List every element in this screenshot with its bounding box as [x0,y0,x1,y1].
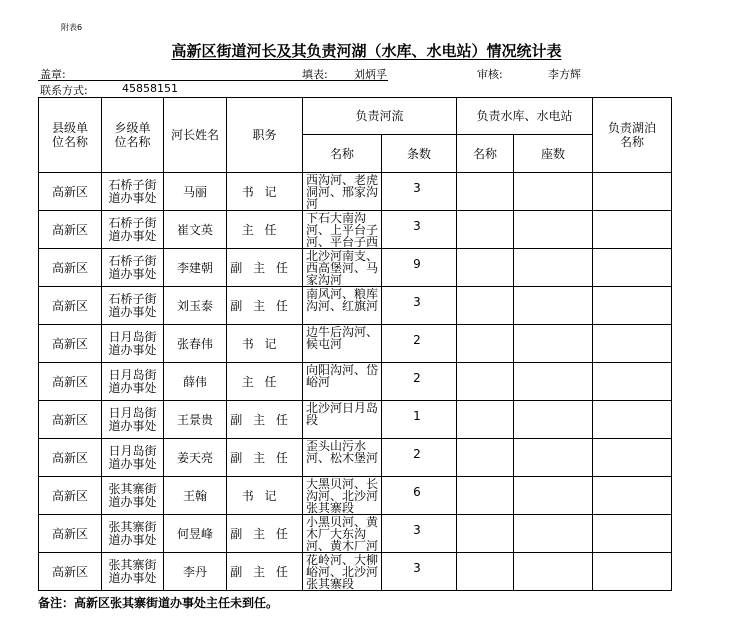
chief-name-cell: 李丹 [164,553,227,591]
reservoir-count-cell [514,553,593,591]
river-count-cell: 1 [382,401,457,439]
chief-name-cell: 马丽 [164,173,227,211]
lake-name-cell [593,401,672,439]
reservoir-count-cell [514,363,593,401]
county-cell: 高新区 [39,249,102,287]
reviewer-label: 审核: [477,68,503,81]
river-count-cell: 6 [382,477,457,515]
river-names-cell: 小黑贝河、黄木厂大东沟河、黄木厂河 [303,515,382,553]
river-count-cell: 2 [382,325,457,363]
page-title: 高新区街道河长及其负责河湖（水库、水电站）情况统计表 [171,42,562,60]
river-count-cell: 2 [382,363,457,401]
position-cell: 副主任 [227,439,303,477]
county-cell: 高新区 [39,401,102,439]
reservoir-count-cell [514,515,593,553]
header-position: 职务 [227,98,303,173]
table-row [39,477,672,515]
position-cell: 书记 [227,325,303,363]
county-cell: 高新区 [39,553,102,591]
reservoir-count-cell [514,325,593,363]
chief-name-cell: 李建朝 [164,249,227,287]
river-count-cell: 9 [382,249,457,287]
seal-label: 盖章: [40,68,66,81]
river-names-cell: 南风河、粮库沟河、红旗河 [303,287,382,325]
river-names-cell: 下石大南沟河、上平台子河、平台子西 [303,211,382,249]
position-cell: 书记 [227,173,303,211]
lake-name-cell [593,173,672,211]
lake-name-cell [593,325,672,363]
river-names-cell: 向阳沟河、岱峪河 [303,363,382,401]
position-cell: 副主任 [227,401,303,439]
reservoir-count-cell [514,477,593,515]
chief-name-cell: 刘玉泰 [164,287,227,325]
river-count-cell: 3 [382,515,457,553]
lake-name-cell [593,363,672,401]
reservoir-name-cell [457,173,514,211]
lake-name-cell [593,553,672,591]
reservoir-name-cell [457,439,514,477]
county-cell: 高新区 [39,363,102,401]
reservoir-name-cell [457,325,514,363]
reservoir-count-cell [514,211,593,249]
reservoir-count-cell [514,173,593,211]
position-cell: 副主任 [227,287,303,325]
position-cell: 主任 [227,211,303,249]
township-cell: 石桥子街道办事处 [102,249,164,287]
river-names-cell: 花岭河、大柳峪河、北沙河张其寨段 [303,553,382,591]
table-row [39,249,672,287]
reservoir-name-cell [457,477,514,515]
lake-name-cell [593,439,672,477]
contact-label: 联系方式: [40,84,88,97]
township-cell: 石桥子街道办事处 [102,287,164,325]
chief-name-cell: 姜天亮 [164,439,227,477]
reservoir-name-cell [457,401,514,439]
county-cell: 高新区 [39,173,102,211]
table-row [39,401,672,439]
reservoir-name-cell [457,553,514,591]
river-count-cell: 2 [382,439,457,477]
lake-name-cell [593,515,672,553]
river-names-cell: 边牛后沟河、候屯河 [303,325,382,363]
reservoir-name-cell [457,249,514,287]
lake-name-cell [593,287,672,325]
lake-name-cell [593,211,672,249]
position-cell: 主任 [227,363,303,401]
position-cell: 副主任 [227,553,303,591]
chief-name-cell: 王翰 [164,477,227,515]
county-cell: 高新区 [39,477,102,515]
table-row [39,211,672,249]
reservoir-count-cell [514,439,593,477]
position-cell: 副主任 [227,249,303,287]
position-cell: 书记 [227,477,303,515]
table-row [39,287,672,325]
table-row [39,325,672,363]
river-count-cell: 3 [382,173,457,211]
header-river-count: 条数 [382,135,457,173]
river-count-cell: 3 [382,553,457,591]
township-cell: 张其寨街道办事处 [102,515,164,553]
table-row [39,439,672,477]
river-names-cell: 北沙河南支、西高堡河、马家沟河 [303,249,382,287]
township-cell: 张其寨街道办事处 [102,477,164,515]
filler-name: 刘炳孚 [354,68,387,81]
header-reservoir-count: 座数 [514,135,593,173]
statistics-table [38,97,672,591]
river-names-cell: 西沟河、老虎洞河、邢家沟河 [303,173,382,211]
river-names-cell: 北沙河日月岛段 [303,401,382,439]
reservoir-name-cell [457,363,514,401]
river-count-cell: 3 [382,287,457,325]
township-cell: 石桥子街道办事处 [102,211,164,249]
township-cell: 日月岛街道办事处 [102,363,164,401]
county-cell: 高新区 [39,515,102,553]
position-cell: 副主任 [227,515,303,553]
chief-name-cell: 王景贵 [164,401,227,439]
lake-name-cell [593,249,672,287]
county-cell: 高新区 [39,439,102,477]
reservoir-name-cell [457,211,514,249]
filler-label: 填表: [302,68,328,81]
seal-underline [38,80,388,81]
reservoir-name-cell [457,287,514,325]
reservoir-count-cell [514,287,593,325]
river-names-cell: 大黑贝河、长沟河、北沙河张其寨段 [303,477,382,515]
table-row [39,173,672,211]
river-count-cell: 3 [382,211,457,249]
table-row [39,515,672,553]
county-cell: 高新区 [39,211,102,249]
chief-name-cell: 张春伟 [164,325,227,363]
reviewer-name: 李方辉 [548,68,581,81]
reservoir-count-cell [514,249,593,287]
township-cell: 日月岛街道办事处 [102,401,164,439]
township-cell: 日月岛街道办事处 [102,439,164,477]
header-county: 县级单位名称 [39,98,102,173]
chief-name-cell: 崔文英 [164,211,227,249]
chief-name-cell: 何昱峰 [164,515,227,553]
chief-name-cell: 薛伟 [164,363,227,401]
header-reservoir-name: 名称 [457,135,514,173]
header-township: 乡级单位名称 [102,98,164,173]
county-cell: 高新区 [39,287,102,325]
header-chief-name: 河长姓名 [164,98,227,173]
county-cell: 高新区 [39,325,102,363]
footnote: 备注：高新区张其寨街道办事处主任未到任。 [38,596,279,610]
table-row [39,363,672,401]
header-rivers-group: 负责河流 [303,98,457,135]
reservoir-name-cell [457,515,514,553]
contact-value: 45858151 [122,82,178,95]
river-names-cell: 歪头山污水河、松木堡河 [303,439,382,477]
lake-name-cell [593,477,672,515]
reservoir-count-cell [514,401,593,439]
annex-label: 附表6 [61,23,83,32]
header-reservoirs-group: 负责水库、水电站 [457,98,593,135]
township-cell: 日月岛街道办事处 [102,325,164,363]
township-cell: 张其寨街道办事处 [102,553,164,591]
table-row [39,553,672,591]
township-cell: 石桥子街道办事处 [102,173,164,211]
header-river-name: 名称 [303,135,382,173]
header-lakes: 负责湖泊名称 [593,98,672,173]
